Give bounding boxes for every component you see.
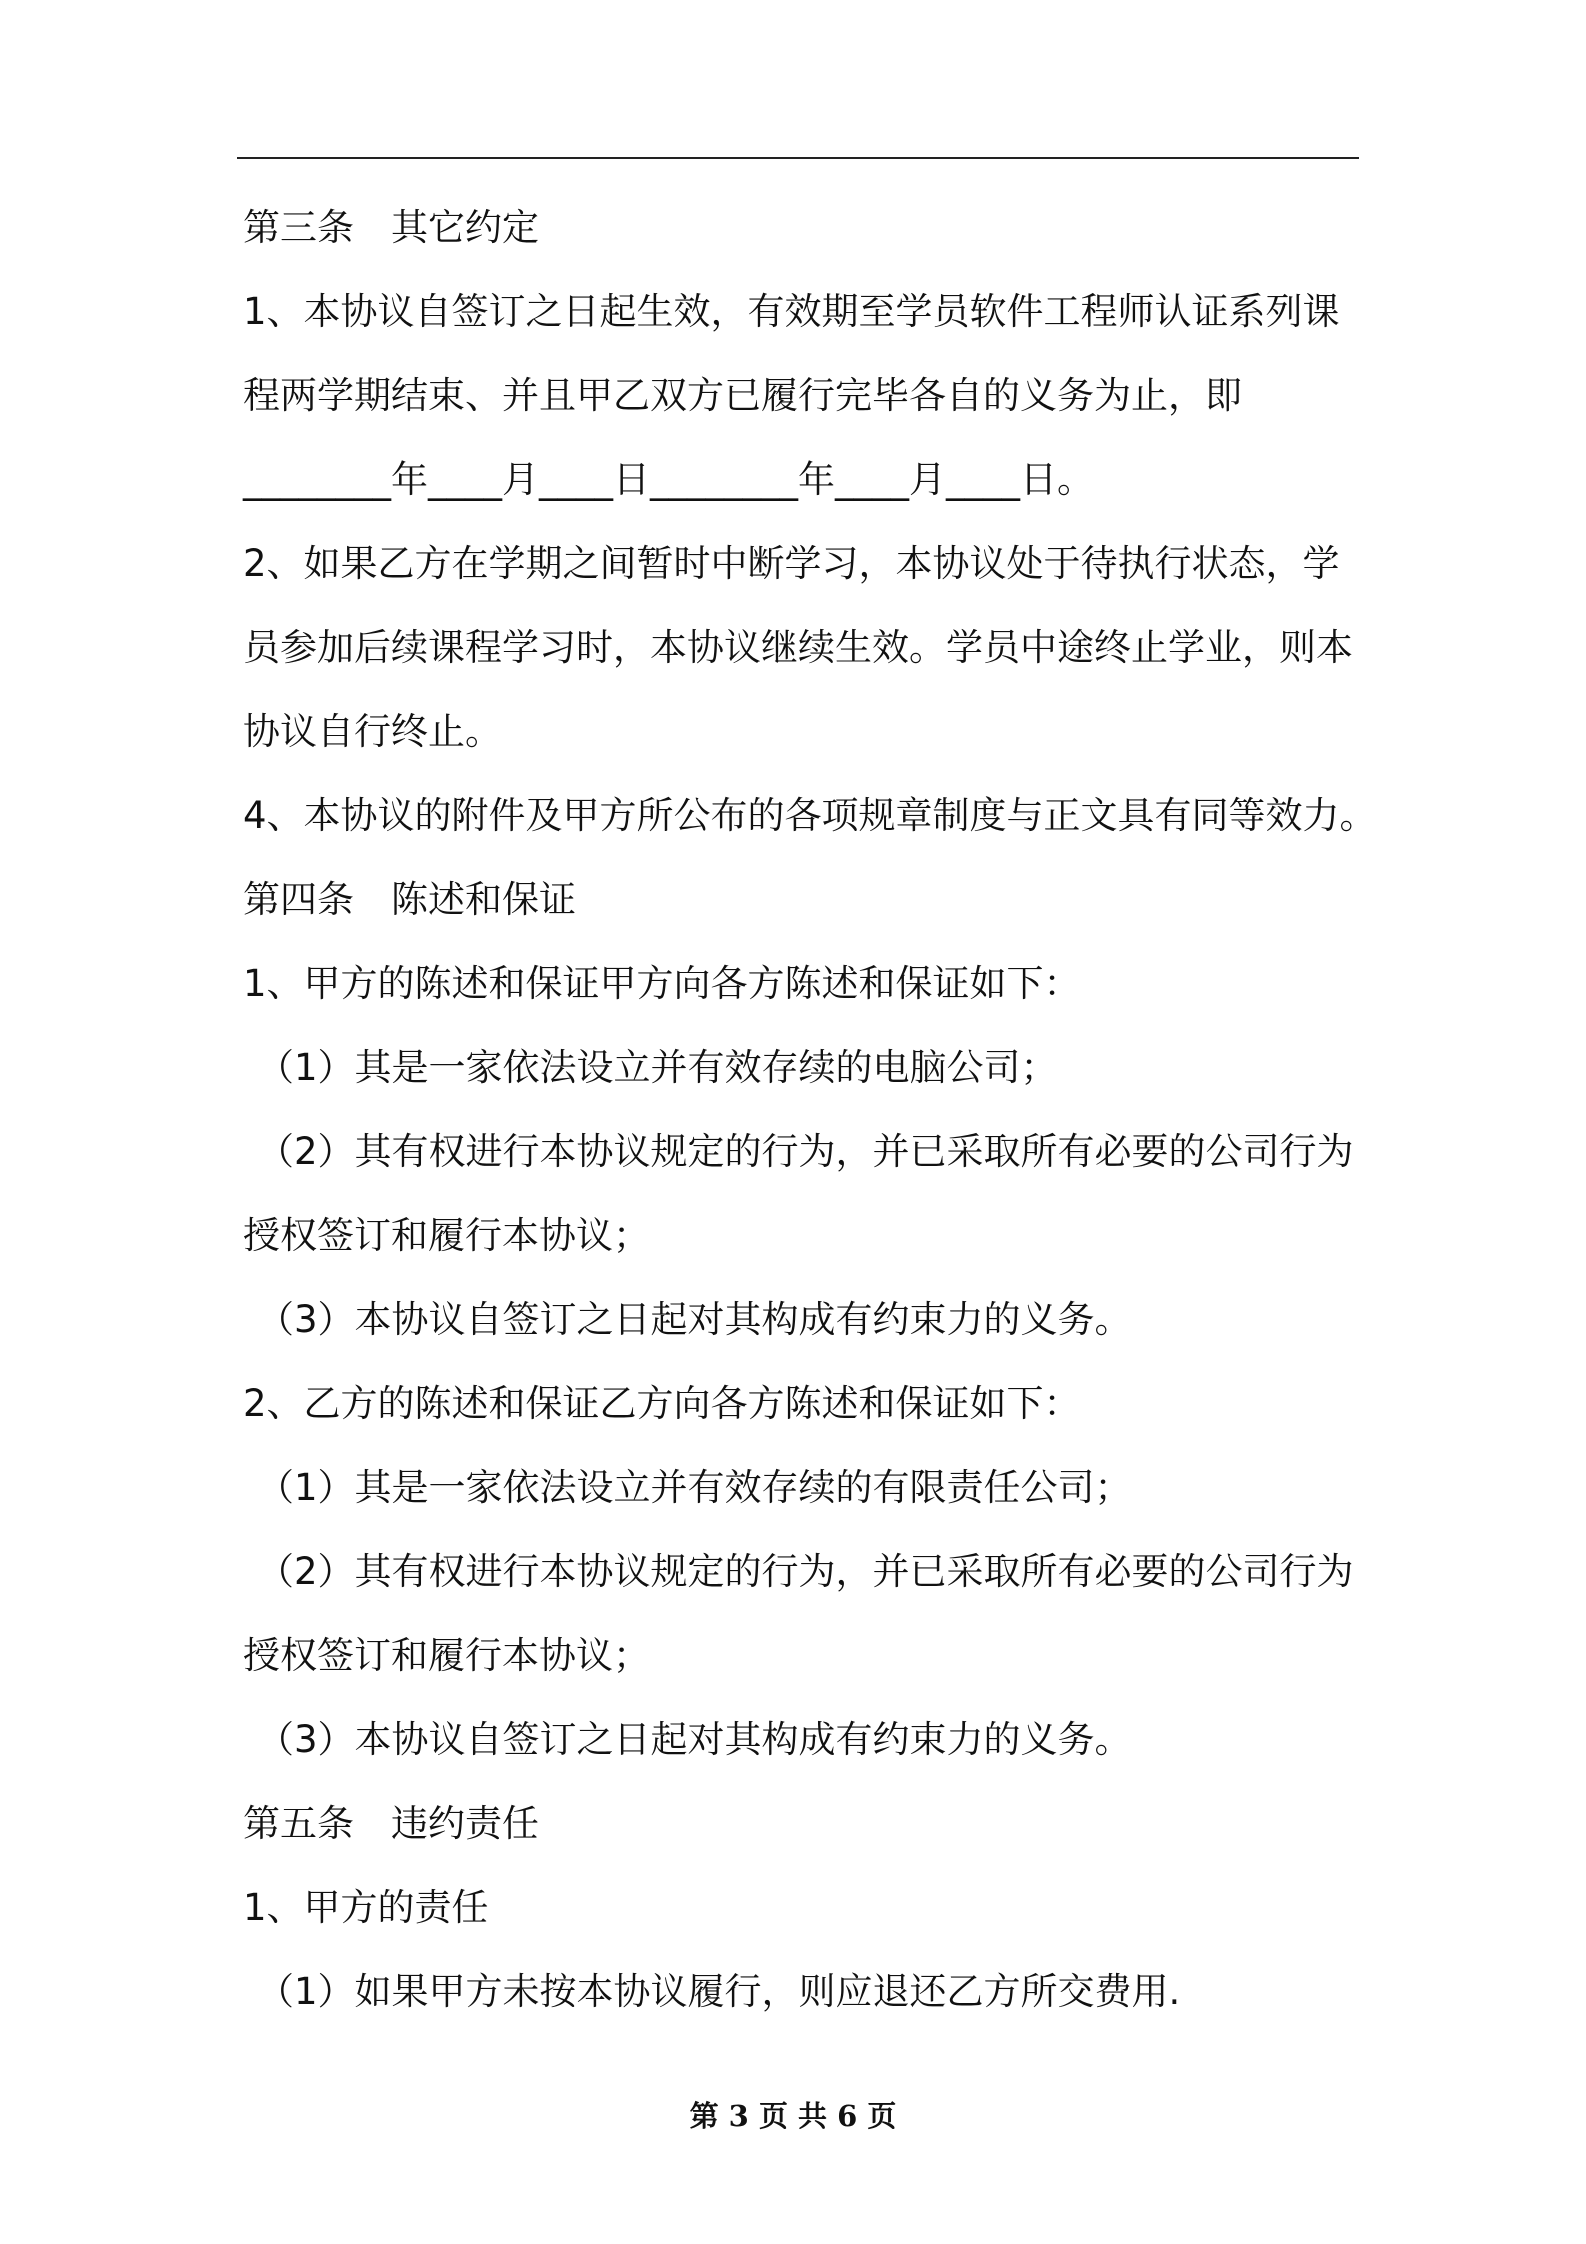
paragraph-line: 协议自行终止。	[243, 710, 502, 753]
section-heading-article-3: 第三条 其它约定	[243, 206, 539, 249]
list-item: （1）其是一家依法设立并有效存续的电脑公司；	[257, 1046, 1058, 1089]
paragraph-line: 2、乙方的陈述和保证乙方向各方陈述和保证如下：	[243, 1382, 1081, 1425]
paragraph-line: 程两学期结束、并且甲乙双方已履行完毕各自的义务为止，即	[243, 374, 1242, 417]
paragraph-line: 4、本协议的附件及甲方所公布的各项规章制度与正文具有同等效力。	[243, 794, 1377, 837]
document-body	[243, 186, 1383, 2034]
paragraph-line: 1、甲方的陈述和保证甲方向各方陈述和保证如下：	[243, 962, 1081, 1005]
paragraph-line: 2、如果乙方在学期之间暂时中断学习，本协议处于待执行状态，学	[243, 542, 1340, 585]
date-blanks-line: ________年____月____日________年____月____日。	[243, 458, 1094, 501]
list-item: （1）其是一家依法设立并有效存续的有限责任公司；	[257, 1466, 1132, 1509]
list-item: （2）其有权进行本协议规定的行为，并已采取所有必要的公司行为	[257, 1550, 1354, 1593]
page-number-footer: 第 3 页 共 6 页	[689, 2099, 897, 2133]
paragraph-line: 1、甲方的责任	[243, 1886, 489, 1929]
list-item: （3）本协议自签订之日起对其构成有约束力的义务。	[257, 1298, 1132, 1341]
paragraph-line: 1、本协议自签订之日起生效，有效期至学员软件工程师认证系列课	[243, 290, 1340, 333]
list-item: （3）本协议自签订之日起对其构成有约束力的义务。	[257, 1718, 1132, 1761]
list-item: （1）如果甲方未按本协议履行，则应退还乙方所交费用.	[257, 1970, 1181, 2013]
section-heading-article-4: 第四条 陈述和保证	[243, 878, 576, 921]
list-item: （2）其有权进行本协议规定的行为，并已采取所有必要的公司行为	[257, 1130, 1354, 1173]
paragraph-line: 授权签订和履行本协议；	[243, 1214, 650, 1257]
header-divider	[237, 157, 1359, 159]
paragraph-line: 授权签订和履行本协议；	[243, 1634, 650, 1677]
paragraph-line: 员参加后续课程学习时，本协议继续生效。学员中途终止学业，则本	[243, 626, 1353, 669]
section-heading-article-5: 第五条 违约责任	[243, 1802, 539, 1845]
